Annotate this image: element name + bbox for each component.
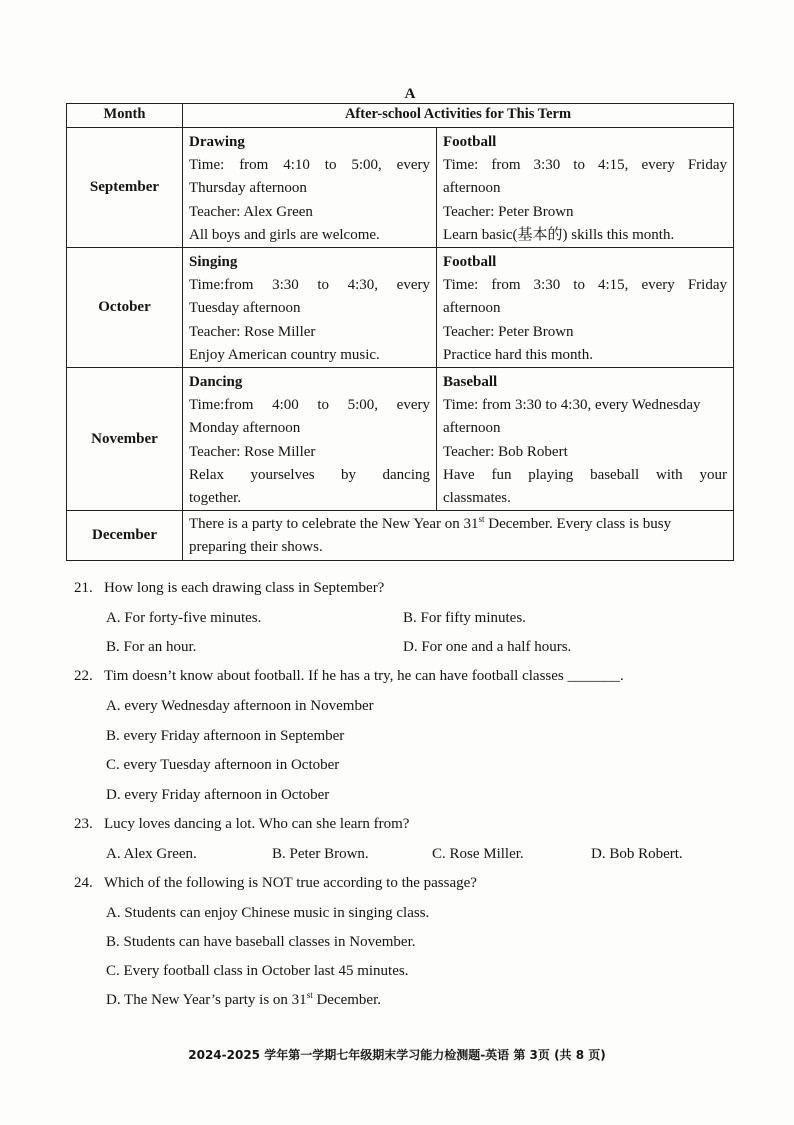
table-row xyxy=(67,248,734,368)
activity-name: Drawing xyxy=(189,134,245,150)
activity-name: Football xyxy=(443,254,497,271)
december-cell xyxy=(183,511,734,560)
option[interactable]: A. Students can enjoy Chinese music in singing class. xyxy=(106,905,430,921)
activity-time: Time: from 4:10 to 5:00, every xyxy=(189,157,430,174)
activity-time-cont: afternoon xyxy=(443,300,501,317)
option[interactable]: C. every Tuesday afternoon in October xyxy=(106,757,340,773)
activity-cell xyxy=(183,248,437,368)
question-24 xyxy=(74,875,477,892)
activity-note: Enjoy American country music. xyxy=(189,346,380,363)
table-row-december xyxy=(67,511,734,560)
activity-cell xyxy=(437,128,734,248)
activity-note: Practice hard this month. xyxy=(443,346,593,363)
activity-note: Have fun playing baseball with your xyxy=(443,466,727,483)
activity-teacher: Teacher: Rose Miller xyxy=(189,323,316,340)
question-text: Which of the following is NOT true according to the passage? xyxy=(104,875,477,891)
month-cell: December xyxy=(67,511,183,560)
option[interactable]: B. Students can have baseball classes in November. xyxy=(106,934,416,950)
activity-teacher: Teacher: Bob Robert xyxy=(443,443,568,460)
activity-time-cont: Monday afternoon xyxy=(189,420,301,437)
option[interactable] xyxy=(106,992,381,1009)
table-header-row xyxy=(67,104,734,128)
activity-note-cont: classmates. xyxy=(443,490,511,507)
activity-name: Football xyxy=(443,134,497,150)
activity-cell xyxy=(437,248,734,368)
activity-time: Time: from 3:30 to 4:15, every Friday xyxy=(443,277,727,294)
activity-cell xyxy=(437,368,734,511)
activity-note: Learn basic(基本的) skills this month. xyxy=(443,226,675,243)
question-number: 21. xyxy=(74,580,93,596)
activity-time-cont: afternoon xyxy=(443,180,501,197)
activity-cell xyxy=(183,368,437,511)
activity-note: All boys and girls are welcome. xyxy=(189,226,380,243)
option-text-cont: December. xyxy=(312,992,382,1008)
activity-time: Time:from 3:30 to 4:30, every xyxy=(189,277,430,294)
option[interactable]: C. Every football class in October last 45 minutes. xyxy=(106,963,409,979)
option-text-sup: st xyxy=(306,990,313,1000)
page-footer: 2024-2025 学年第一学期七年级期末学习能力检测题-英语 第 3页 (共 8 页) xyxy=(188,1048,606,1062)
header-month: Month xyxy=(67,104,183,128)
option[interactable]: D. Bob Robert. xyxy=(591,846,683,862)
option[interactable]: A. Alex Green. xyxy=(106,846,197,862)
month-cell: September xyxy=(67,128,183,248)
option[interactable]: B. For fifty minutes. xyxy=(403,610,526,626)
option[interactable]: A. For forty-five minutes. xyxy=(106,610,262,626)
section-letter: A xyxy=(404,86,416,102)
activity-name: Baseball xyxy=(443,374,498,391)
table-row xyxy=(67,368,734,511)
activity-time-cont: Tuesday afternoon xyxy=(189,300,301,317)
question-number: 24. xyxy=(74,875,93,891)
activity-time-cont: afternoon xyxy=(443,420,501,437)
december-text-sup: st xyxy=(478,514,485,525)
december-text-line2: preparing their shows. xyxy=(189,539,323,556)
header-activities: After-school Activities for This Term xyxy=(183,104,734,128)
activity-time: Time:from 4:00 to 5:00, every xyxy=(189,397,430,414)
activity-note-cont: together. xyxy=(189,490,242,507)
question-22 xyxy=(74,668,624,685)
activities-table xyxy=(66,103,734,561)
question-number: 23. xyxy=(74,816,93,832)
activity-cell xyxy=(183,128,437,248)
question-number: 22. xyxy=(74,668,93,684)
question-23 xyxy=(74,816,409,833)
activity-teacher: Teacher: Rose Miller xyxy=(189,443,316,460)
question-text: Lucy loves dancing a lot. Who can she learn from? xyxy=(104,816,410,832)
activity-name: Dancing xyxy=(189,374,243,391)
question-21 xyxy=(74,580,384,597)
table-row xyxy=(67,128,734,248)
option[interactable]: D. every Friday afternoon in October xyxy=(106,787,330,803)
option[interactable]: D. For one and a half hours. xyxy=(403,639,572,655)
activity-time: Time: from 3:30 to 4:15, every Friday xyxy=(443,157,727,174)
question-text: How long is each drawing class in September? xyxy=(104,580,385,596)
option[interactable]: B. For an hour. xyxy=(106,639,197,655)
activity-name: Singing xyxy=(189,254,238,271)
activity-teacher: Teacher: Alex Green xyxy=(189,203,313,220)
activity-time-cont: Thursday afternoon xyxy=(189,180,307,197)
option[interactable]: B. Peter Brown. xyxy=(272,846,369,862)
option[interactable]: A. every Wednesday afternoon in November xyxy=(106,698,374,714)
activity-teacher: Teacher: Peter Brown xyxy=(443,323,574,340)
december-text: There is a party to celebrate the New Year on 31 xyxy=(189,516,479,533)
option[interactable]: C. Rose Miller. xyxy=(432,846,524,862)
december-text-cont: December. Every class is busy xyxy=(484,516,672,533)
month-cell: November xyxy=(67,368,183,511)
question-text: Tim doesn’t know about football. If he has a try, he can have football classes _______. xyxy=(104,668,624,684)
activity-time: Time: from 3:30 to 4:30, every Wednesday xyxy=(443,397,701,414)
month-cell: October xyxy=(67,248,183,368)
activity-note: Relax yourselves by dancing xyxy=(189,466,430,483)
activity-teacher: Teacher: Peter Brown xyxy=(443,203,574,220)
option[interactable]: B. every Friday afternoon in September xyxy=(106,728,345,744)
option-text: D. The New Year’s party is on 31 xyxy=(106,992,307,1008)
